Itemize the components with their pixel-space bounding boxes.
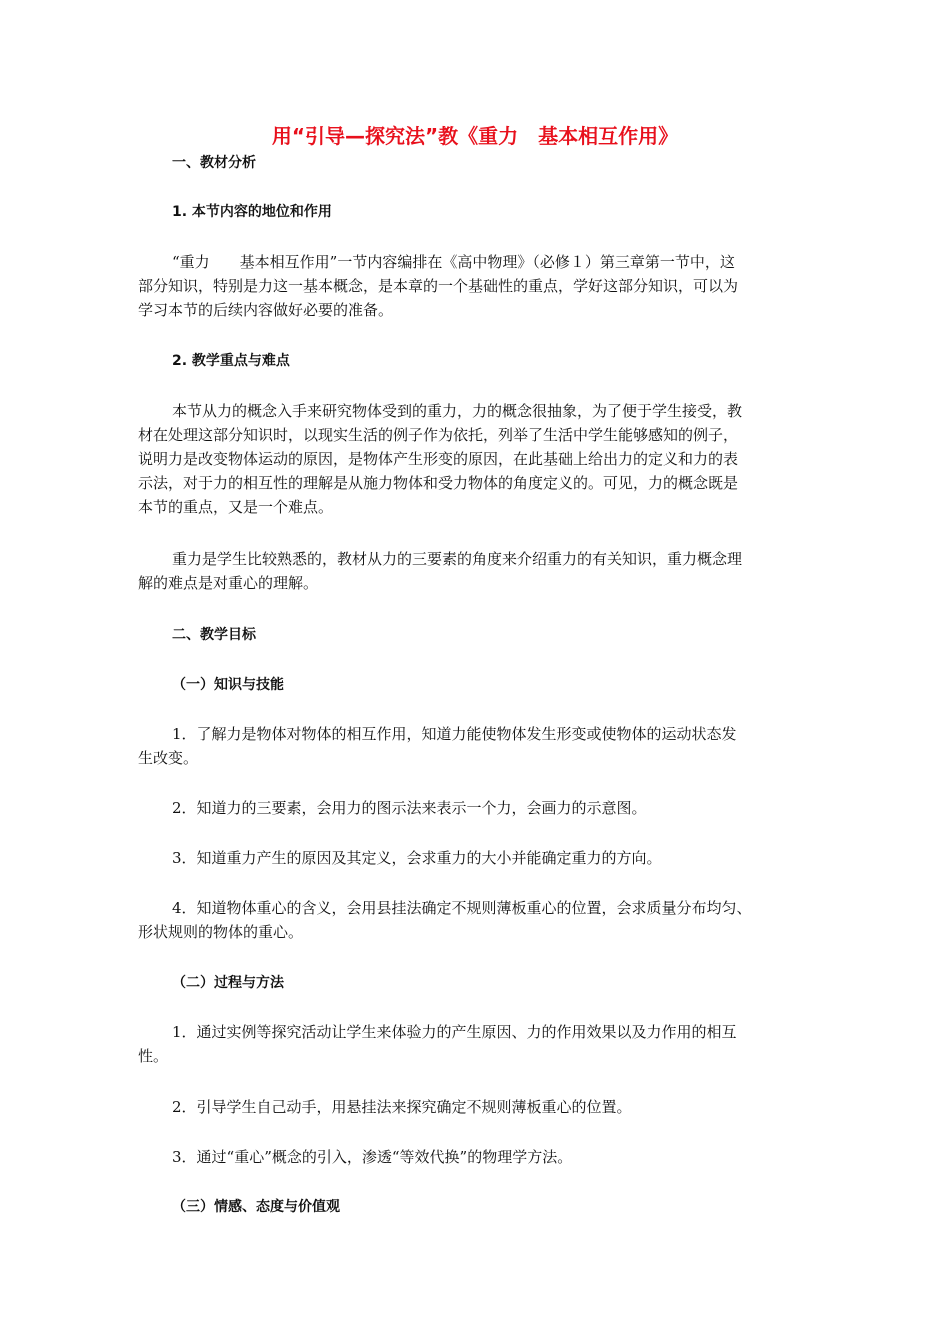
subheading-key-difficult: 2. 教学重点与难点	[172, 353, 290, 369]
list-item-objective	[138, 1095, 838, 1119]
list-item-objective	[138, 722, 838, 770]
text-line: 形状规则的物体的重心。	[138, 923, 304, 941]
text-line: 1．通过实例等探究活动让学生来体验力的产生原因、力的作用效果以及力作用的相互	[172, 1023, 737, 1041]
text-line: 本节从力的概念入手来研究物体受到的重力，力的概念很抽象，为了便于学生接受，教	[172, 402, 743, 420]
list-item-objective	[138, 846, 838, 870]
text-line: 2．知道力的三要素，会用力的图示法来表示一个力，会画力的示意图。	[172, 799, 647, 817]
subheading-process-methods: （二）过程与方法	[172, 975, 284, 991]
text-line: 说明力是改变物体运动的原因，是物体产生形变的原因，在此基础上给出力的定义和力的表	[138, 450, 739, 468]
list-item-objective	[138, 1020, 838, 1068]
text-line: “重力 基本相互作用”一节内容编排在《高中物理》（必修１）第三章第一节中，这	[172, 253, 735, 271]
subheading-emotion-values: （三）情感、态度与价值观	[172, 1199, 340, 1215]
text-line: 材在处理这部分知识时，以现实生活的例子作为依托，列举了生活中学生能够感知的例子，	[138, 426, 739, 444]
list-item-objective	[138, 896, 838, 944]
text-line: 3．知道重力产生的原因及其定义，会求重力的大小并能确定重力的方向。	[172, 849, 662, 867]
text-line: 部分知识，特别是力这一基本概念，是本章的一个基础性的重点，学好这部分知识，可以为	[138, 277, 739, 295]
list-item-objective	[138, 1145, 838, 1169]
text-line: 解的难点是对重心的理解。	[138, 574, 319, 592]
subheading-position-role: 1. 本节内容的地位和作用	[172, 204, 332, 220]
paragraph-key-points	[138, 399, 838, 519]
paragraph-position-role	[138, 250, 838, 322]
text-line: 示法，对于力的相互性的理解是从施力物体和受力物体的角度定义的。可见，力的概念既是	[138, 474, 739, 492]
text-line: 生改变。	[138, 749, 199, 767]
text-line: 本节的重点，又是一个难点。	[138, 498, 334, 516]
text-line: 4．知道物体重心的含义，会用县挂法确定不规则薄板重心的位置，会求质量分布均匀、	[172, 899, 752, 917]
text-line: 1．了解力是物体对物体的相互作用，知道力能使物体发生形变或使物体的运动状态发	[172, 725, 737, 743]
section-heading-objectives: 二、教学目标	[172, 627, 256, 643]
document-title: 用“引导—探究法”教《重力 基本相互作用》	[271, 124, 679, 148]
section-heading-analysis: 一、教材分析	[172, 155, 256, 171]
text-line: 性。	[138, 1047, 169, 1065]
subheading-knowledge-skills: （一）知识与技能	[172, 677, 284, 693]
list-item-objective	[138, 796, 838, 820]
text-line: 2．引导学生自己动手，用悬挂法来探究确定不规则薄板重心的位置。	[172, 1098, 632, 1116]
text-line: 学习本节的后续内容做好必要的准备。	[138, 301, 394, 319]
text-line: 3．通过“重心”概念的引入，渗透“等效代换”的物理学方法。	[172, 1148, 573, 1166]
text-line: 重力是学生比较熟悉的，教材从力的三要素的角度来介绍重力的有关知识，重力概念理	[172, 550, 743, 568]
paragraph-gravity-intro	[138, 547, 838, 595]
